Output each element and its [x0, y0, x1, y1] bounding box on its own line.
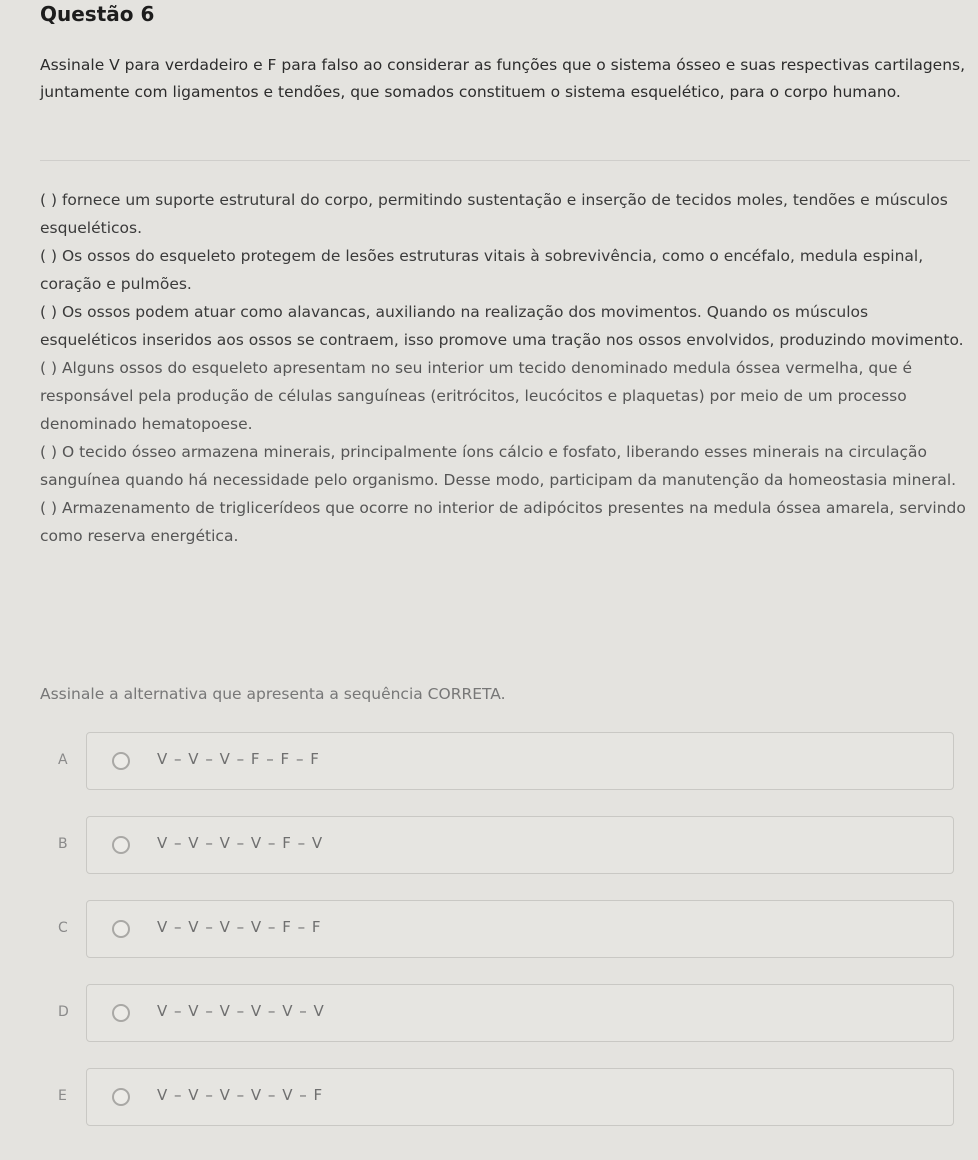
alternative-d-option[interactable] — [86, 984, 954, 1042]
alternative-text: V – V – V – V – F – F — [157, 918, 322, 936]
alternative-text: V – V – V – V – V – F — [157, 1086, 324, 1104]
alternative-c — [40, 898, 970, 960]
divider — [40, 160, 970, 161]
statement-item: ( ) fornece um suporte estrutural do corpo, permitindo sustentação e inserção de tecidos moles, tendões e músculos esqueléticos. — [40, 191, 948, 237]
alternative-d — [40, 982, 970, 1044]
alternative-c-option[interactable] — [86, 900, 954, 958]
alternative-letter: A — [58, 752, 68, 768]
alternative-letter: E — [58, 1088, 67, 1104]
statement-item: ( ) Armazenamento de triglicerídeos que ocorre no interior de adipócitos presentes na medula óssea amarela, servindo como reserva energética. — [40, 499, 966, 545]
alternative-a — [40, 730, 970, 792]
question-stem: Assinale V para verdadeiro e F para falso ao considerar as funções que o sistema ósseo e suas respectivas cartilagens, juntamente com ligamentos e tendões, que somados constituem o sistema esquelético, para o corpo humano. — [40, 56, 966, 101]
alternative-letter: D — [58, 1004, 69, 1020]
question-title: Questão 6 — [40, 2, 155, 26]
alternative-text: V – V – V – V – V – V — [157, 1002, 325, 1020]
radio-button-icon[interactable] — [112, 836, 130, 854]
statement-list — [40, 186, 970, 550]
alternative-b-option[interactable] — [86, 816, 954, 874]
radio-button-icon[interactable] — [112, 920, 130, 938]
alternative-letter: B — [58, 836, 68, 852]
alternative-e-option[interactable] — [86, 1068, 954, 1126]
statement-item: ( ) O tecido ósseo armazena minerais, principalmente íons cálcio e fosfato, liberando esses minerais na circulação sanguínea quando há necessidade pelo organismo. Desse modo, participam da manutenção da homeostasia mineral. — [40, 443, 957, 489]
statement-item: ( ) Alguns ossos do esqueleto apresentam no seu interior um tecido denominado medula óssea vermelha, que é responsável pela produção de células sanguíneas (eritrócitos, leucócitos e plaquetas) por meio de um processo denominado hematopoese. — [40, 359, 913, 433]
alternative-b — [40, 814, 970, 876]
alternative-letter: C — [58, 920, 68, 936]
alternative-a-option[interactable] — [86, 732, 954, 790]
alternative-e — [40, 1066, 970, 1128]
statement-item: ( ) Os ossos do esqueleto protegem de lesões estruturas vitais à sobrevivência, como o encéfalo, medula espinal, coração e pulmões. — [40, 247, 924, 293]
radio-button-icon[interactable] — [112, 1088, 130, 1106]
statement-item: ( ) Os ossos podem atuar como alavancas, auxiliando na realização dos movimentos. Quando os músculos esqueléticos inseridos aos ossos se contraem, isso promove uma tração nos ossos envolvidos, produzindo movimento. — [40, 303, 964, 349]
alternative-text: V – V – V – V – F – V — [157, 834, 324, 852]
radio-button-icon[interactable] — [112, 752, 130, 770]
alternative-text: V – V – V – F – F – F — [157, 750, 320, 768]
question-prompt: Assinale a alternativa que apresenta a sequência CORRETA. — [40, 685, 506, 703]
radio-button-icon[interactable] — [112, 1004, 130, 1022]
alternatives-list — [40, 730, 970, 1150]
